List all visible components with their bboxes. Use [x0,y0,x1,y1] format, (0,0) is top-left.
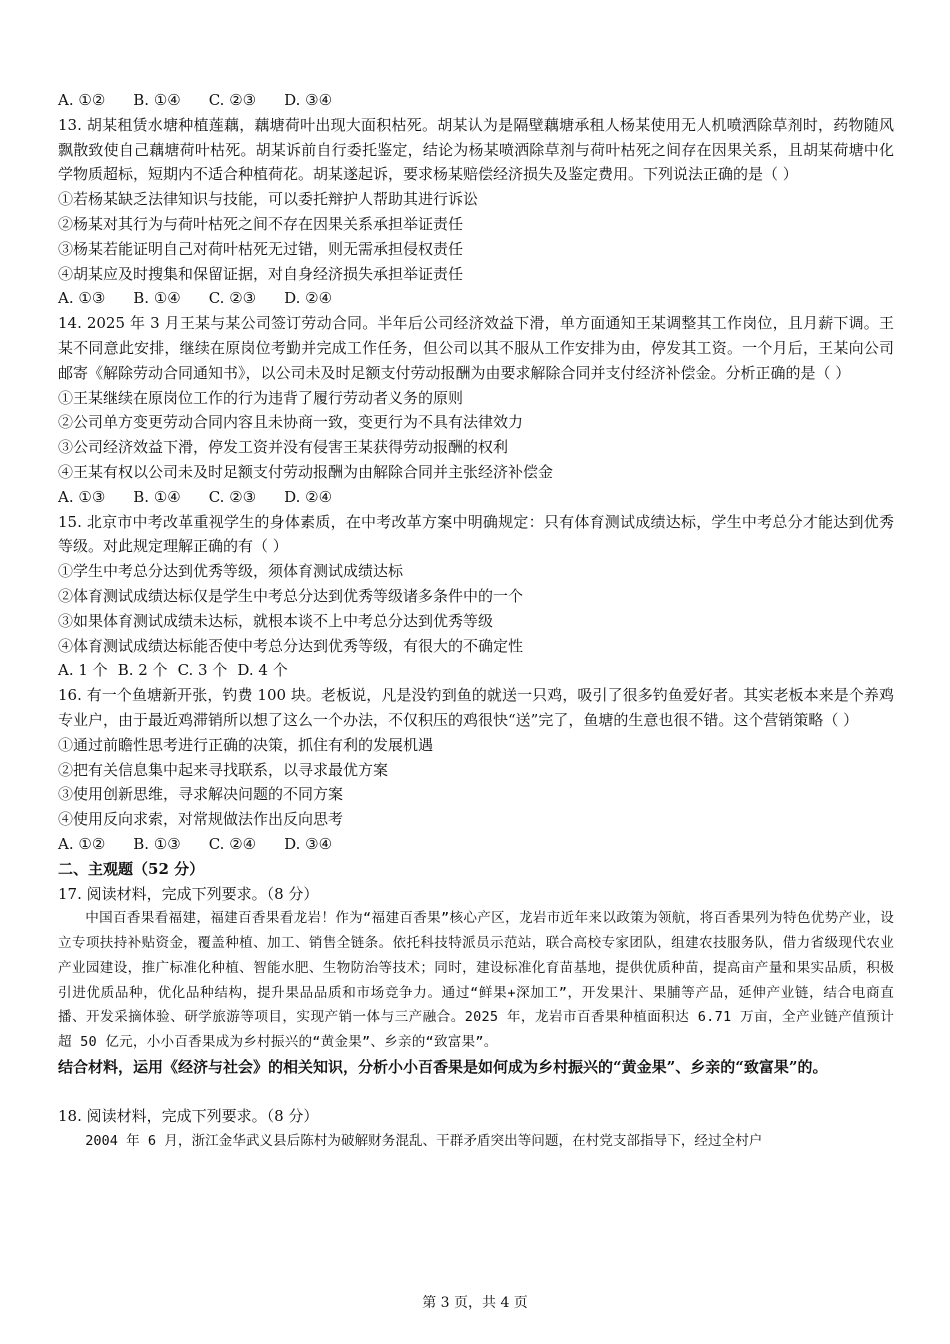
option-a: A. ①③ [58,487,106,506]
option-d: D. ②④ [284,289,333,308]
option-c: C. 3 个 [177,661,228,680]
q18-material: 2004 年 6 月，浙江金华武义县后陈村为破解财务混乱、干群矛盾突出等问题，在村党支部指导下，经过全村户 [85,1132,763,1149]
option-d: D. ③④ [284,91,333,109]
q16-item-1: ①通过前瞻性思考进行正确的决策，抓住有利的发展机遇 [58,735,434,754]
q17-task: 结合材料，运用《经济与社会》的相关知识，分析小小百香果是如何成为乡村振兴的“黄金果”、乡亲的“致富果”的。 [58,1058,828,1077]
option-c: C. ②④ [208,834,257,853]
q16-stem: 16. 有一个鱼塘新开张，钓费 100 块。老板说，凡是没钓到鱼的就送一只鸡，吸引了很多钓鱼爱好者。其实老板本来是个养鸡专业户，由于最近鸡滞销所以想了这么一个办法，不仅积压的鸡很快“送”完了，鱼塘的生意也很不错。这个营销策略（ ） [58,686,894,729]
q14-item-4: ④王某有权以公司未及时足额支付劳动报酬为由解除合同并主张经济补偿金 [58,462,554,481]
option-b: B. 2 个 [117,661,168,680]
q17-material: 中国百香果看福建，福建百香果看龙岩！作为“福建百香果”核心产区，龙岩市近年来以政策为领航，将百香果列为特色优势产业，设立专项扶持补贴资金，覆盖种植、加工、销售全链条。依托科技特派员示范站，联合高校专家团队，组建农技服务队，借力省级现代农业产业园建设，推广标准化种植、智能水肥、生物防治等技术；同时，建设标准化育苗基地，提供优质种苗，提高亩产量和果实品质，积极引进优质品种，优化品种结构，提升果品品质和市场竞争力。通过“鲜果+深加工”，开发果汁、果脯等产品，延伸产业链，结合电商直播、开发采摘体验、研学旅游等项目，实现产销一体与三产融合。2025 年，龙岩市百香果种植面积达 6.71 万亩，全产业链产值预计超 50 亿元，小小百香果成为乡村振兴的“黄金果”、乡亲的“致富果”。 [58,910,894,1051]
section-title: 二、主观题（52 分） [58,859,205,878]
option-b: B. ①④ [133,487,181,506]
option-b: B. ①④ [133,289,181,308]
q16-item-2: ②把有关信息集中起来寻找联系，以寻求最优方案 [58,760,389,779]
q14-stem: 14. 2025 年 3 月王某与某公司签订劳动合同。半年后公司经济效益下滑，单方面通知王某调整其工作岗位，且月薪下调。王某不同意此安排，继续在原岗位考勤并完成工作任务，但公司以其不服从工作安排为由，停发其工资。一个月后，王某向公司邮寄《解除劳动合同通知书》，以公司未及时足额支付劳动报酬为由要求解除合同并支付经济补偿金。分析正确的是（ ） [58,314,894,382]
q13-item-2: ②杨某对其行为与荷叶枯死之间不存在因果关系承担举证责任 [58,214,464,233]
option-d: D. 4 个 [237,661,288,680]
q16-item-3: ③使用创新思维，寻求解决问题的不同方案 [58,785,344,804]
q16-item-4: ④使用反向求索，对常规做法作出反向思考 [58,810,344,829]
option-a: A. 1 个 [58,661,108,680]
option-c: C. ②③ [208,289,257,308]
option-a: A. ①② [58,91,106,109]
page-content [58,88,894,1153]
q15-options [58,658,894,683]
option-d: D. ③④ [284,834,333,853]
page-footer: 第 3 页，共 4 页 [422,1295,528,1311]
option-a: A. ①③ [58,289,106,308]
q16-options [58,832,894,857]
option-d: D. ②④ [284,487,333,506]
q14-options [58,485,894,510]
q13-options [58,286,894,311]
option-a: A. ①② [58,834,106,853]
q13-item-4: ④胡某应及时搜集和保留证据，对自身经济损失承担举证责任 [58,264,464,283]
q14-item-3: ③公司经济效益下滑，停发工资并没有侵害王某获得劳动报酬的权利 [58,438,509,457]
q15-item-3: ③如果体育测试成绩未达标，就根本谈不上中考总分达到优秀等级 [58,611,494,630]
q12-options [58,88,894,113]
option-b: B. ①③ [133,834,181,853]
q15-stem: 15. 北京市中考改革重视学生的身体素质，在中考改革方案中明确规定：只有体育测试成绩达标，学生中考总分才能达到优秀等级。对此规定理解正确的有（ ） [58,512,894,556]
q18-head: 18. 阅读材料，完成下列要求。（8 分） [58,1106,319,1125]
q14-item-2: ②公司单方变更劳动合同内容且未协商一致，变更行为不具有法律效力 [58,413,524,432]
q14-item-1: ①王某继续在原岗位工作的行为违背了履行劳动者义务的原则 [58,388,464,407]
q13-item-3: ③杨某若能证明自己对荷叶枯死无过错，则无需承担侵权责任 [58,239,464,258]
q13-stem: 13. 胡某租赁水塘种植莲藕，藕塘荷叶出现大面积枯死。胡某认为是隔壁藕塘承租人杨某使用无人机喷洒除草剂时，药物随风飘散致使自己藕塘荷叶枯死。胡某诉前自行委托鉴定，结论为杨某喷洒除草剂与荷叶枯死之间存在因果关系，且胡某荷塘中化学物质超标，短期内不适合种植荷花。胡某遂起诉，要求杨某赔偿经济损失及鉴定费用。下列说法正确的是（ ） [58,115,894,184]
answer-gap [58,1080,894,1104]
q15-item-1: ①学生中考总分达到优秀等级，须体育测试成绩达标 [58,562,404,581]
option-c: C. ②③ [208,91,257,109]
option-b: B. ①④ [133,91,181,109]
q17-head: 17. 阅读材料，完成下列要求。（8 分） [58,884,319,903]
q13-item-1: ①若杨某缺乏法律知识与技能，可以委托辩护人帮助其进行诉讼 [58,190,479,209]
q15-item-2: ②体育测试成绩达标仅是学生中考总分达到优秀等级诸多条件中的一个 [58,586,524,605]
q15-item-4: ④体育测试成绩达标能否使中考总分达到优秀等级，有很大的不确定性 [58,636,524,655]
option-c: C. ②③ [208,487,257,506]
